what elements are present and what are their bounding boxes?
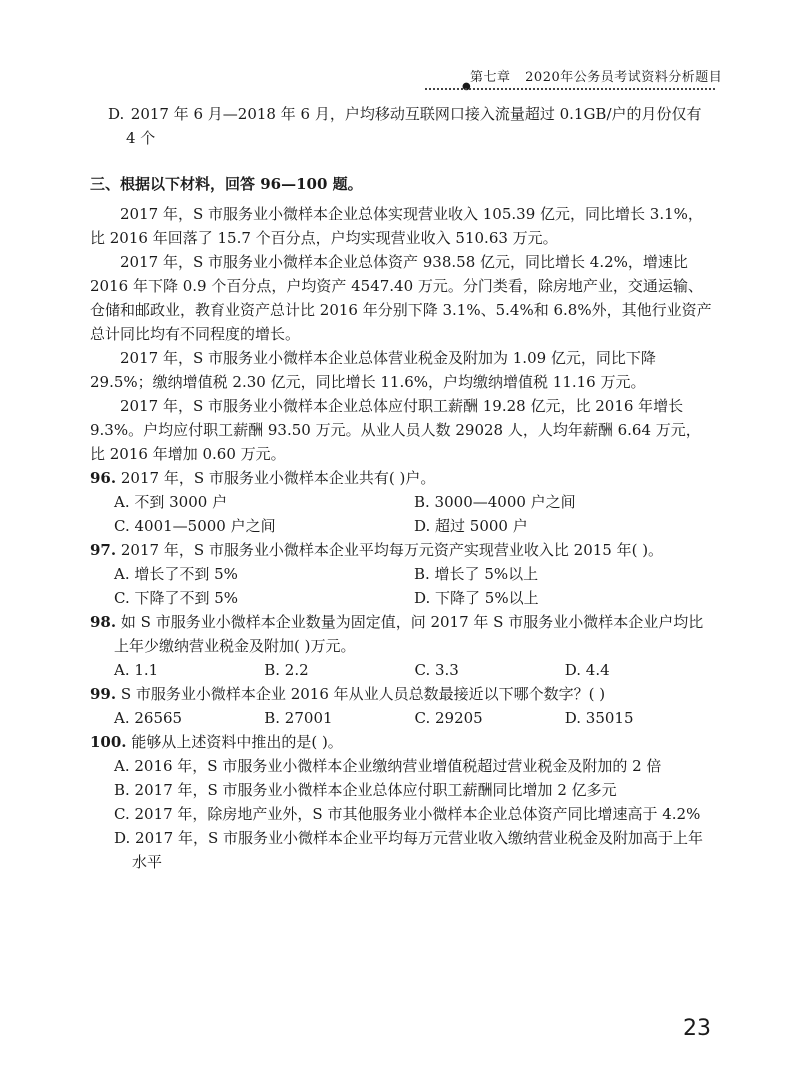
- option-b: B. 27001: [264, 709, 333, 727]
- option-a: A. 增长了不到 5%: [114, 565, 238, 583]
- option-d: D. 4.4: [564, 661, 610, 679]
- question-100: [90, 730, 715, 754]
- option-label: D.: [108, 105, 125, 123]
- prev-question-option-d: [90, 102, 715, 150]
- option-b: B. 增长了 5%以上: [414, 565, 539, 583]
- page-number: 23: [683, 1016, 711, 1041]
- option-a: A. 2016 年，S 市服务业小微样本企业缴纳营业增值税超过营业税金及附加的 2 倍: [114, 757, 662, 775]
- question-96: [90, 466, 715, 490]
- option-text: 2017 年 6 月—2018 年 6 月，户均移动互联网口接入流量超过 0.1GB/户的月份仅有 4 个: [126, 105, 702, 147]
- question-100-options: [90, 754, 715, 874]
- option-a: A. 不到 3000 户: [114, 493, 228, 511]
- material-paragraph-4: 2017 年，S 市服务业小微样本企业总体应付职工薪酬 19.28 亿元，比 2016 年增长 9.3%。户均应付职工薪酬 93.50 万元。从业人员人数 29028 人，人均年薪酬 6.64 万元，比 2016 年增加 0.60 万元。: [90, 397, 701, 463]
- option-a: A. 1.1: [114, 661, 159, 679]
- option-c: C. 3.3: [414, 661, 459, 679]
- question-number: 100.: [90, 733, 127, 751]
- question-number: 97.: [90, 541, 117, 559]
- question-97-options: [90, 562, 715, 610]
- option-a: A. 26565: [114, 709, 183, 727]
- header-bullet-icon: ●: [462, 81, 471, 92]
- page-body: [90, 102, 715, 874]
- option-c: C. 29205: [414, 709, 483, 727]
- material-paragraph-1: 2017 年，S 市服务业小微样本企业总体实现营业收入 105.39 亿元，同比增长 3.1%，比 2016 年回落了 15.7 个百分点，户均实现营业收入 510.63 万元。: [90, 205, 703, 247]
- option-c: C. 4001—5000 户之间: [114, 517, 276, 535]
- question-99-options: [90, 706, 715, 730]
- option-b: B. 2017 年，S 市服务业小微样本企业总体应付职工薪酬同比增加 2 亿多元: [114, 781, 617, 799]
- question-number: 99.: [90, 685, 117, 703]
- question-stem: 能够从上述资料中推出的是( )。: [131, 733, 343, 751]
- material-paragraph-3: 2017 年，S 市服务业小微样本企业总体营业税金及附加为 1.09 亿元，同比下降 29.5%；缴纳增值税 2.30 亿元，同比增长 11.6%，户均缴纳增值税 11.16 万元。: [90, 349, 656, 391]
- question-stem: 2017 年，S 市服务业小微样本企业共有( )户。: [120, 469, 436, 487]
- option-d: D. 35015: [564, 709, 634, 727]
- material-paragraph-2: 2017 年，S 市服务业小微样本企业总体资产 938.58 亿元，同比增长 4.2%，增速比 2016 年下降 0.9 个百分点，户均资产 4547.40 万元。分门类看，除房地产业，交通运输、仓储和邮政业，教育业资产总计比 2016 年分别下降 3.1%、5.4%和 6.8%外，其他行业资产总计同比均有不同程度的增长。: [90, 253, 712, 343]
- question-stem: S 市服务业小微样本企业 2016 年从业人员总数最接近以下哪个数字？( ): [120, 685, 606, 703]
- question-98: [90, 610, 715, 658]
- question-number: 98.: [90, 613, 117, 631]
- option-b: B. 3000—4000 户之间: [414, 493, 576, 511]
- header-dotted-rule: [425, 88, 715, 90]
- question-stem: 如 S 市服务业小微样本企业数量为固定值，问 2017 年 S 市服务业小微样本企业户均比上年少缴纳营业税金及附加( )万元。: [114, 613, 704, 655]
- option-d: D. 2017 年，S 市服务业小微样本企业平均每万元营业收入缴纳营业税金及附加高于上年水平: [114, 829, 704, 871]
- chapter-label: 第七章: [470, 70, 511, 85]
- option-b: B. 2.2: [264, 661, 309, 679]
- section-heading: 三、根据以下材料，回答 96—100 题。: [90, 175, 363, 193]
- option-d: D. 超过 5000 户: [414, 517, 528, 535]
- question-97: [90, 538, 715, 562]
- question-stem: 2017 年，S 市服务业小微样本企业平均每万元资产实现营业收入比 2015 年( )。: [120, 541, 664, 559]
- question-96-options: [90, 490, 715, 538]
- option-d: D. 下降了 5%以上: [414, 589, 539, 607]
- question-number: 96.: [90, 469, 117, 487]
- running-header: [470, 66, 723, 85]
- question-98-options: [90, 658, 715, 682]
- book-title: 2020年公务员考试资料分析题目: [525, 70, 723, 85]
- question-99: [90, 682, 715, 706]
- option-c: C. 2017 年，除房地产业外，S 市其他服务业小微样本企业总体资产同比增速高于 4.2%: [114, 805, 701, 823]
- option-c: C. 下降了不到 5%: [114, 589, 239, 607]
